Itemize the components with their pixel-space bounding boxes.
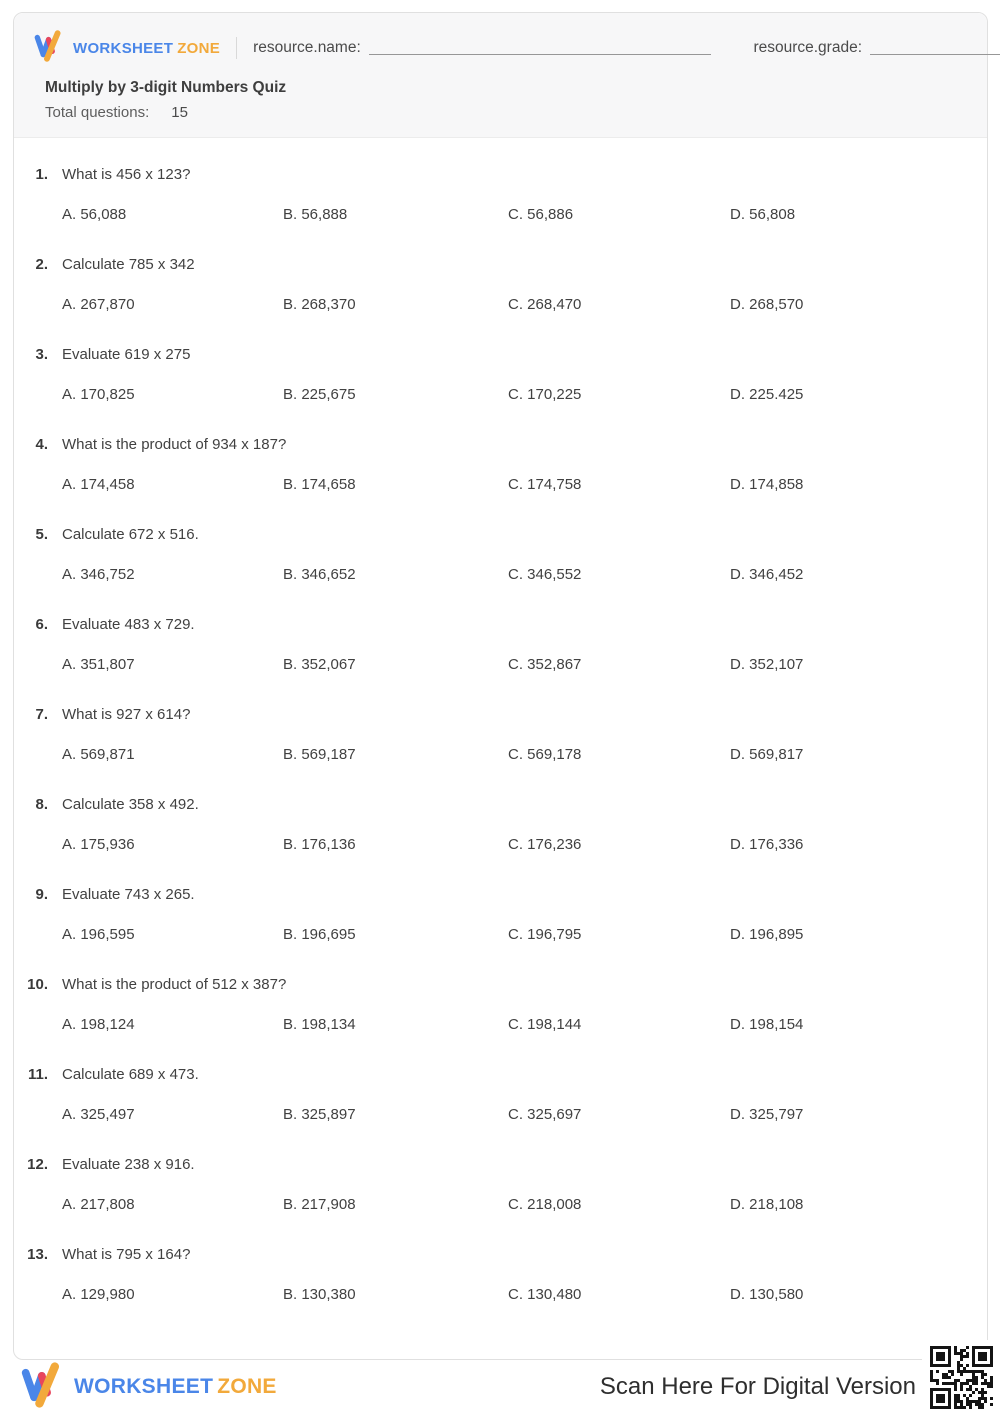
question-number: 12.	[27, 1156, 48, 1173]
quiz-title: Multiply by 3-digit Numbers Quiz	[45, 79, 287, 96]
option-cell: A. 175,936	[62, 836, 135, 853]
option-cell: C. 569,178	[508, 746, 582, 763]
option-cell: B. 225,675	[283, 386, 356, 403]
option-cell: A. 174,458	[62, 476, 135, 493]
question-line	[14, 346, 969, 364]
option-cell: B. 198,134	[283, 1016, 356, 1033]
option-cell: B. 268,370	[283, 296, 356, 313]
question-item	[14, 1156, 969, 1214]
question-item	[14, 526, 969, 584]
option-cell: C. 176,236	[508, 836, 582, 853]
question-text: Calculate 358 x 492.	[62, 796, 199, 813]
option-cell: B. 217,908	[283, 1196, 356, 1213]
divider	[236, 37, 237, 59]
question-options	[14, 386, 969, 404]
question-item	[14, 976, 969, 1034]
option-cell: A. 170,825	[62, 386, 135, 403]
question-options	[14, 1286, 969, 1304]
question-item	[14, 886, 969, 944]
question-number: 7.	[35, 706, 48, 723]
option-cell: D. 352,107	[730, 656, 804, 673]
question-text: What is 927 x 614?	[62, 706, 191, 723]
brand-word-zone: ZONE	[217, 1375, 277, 1398]
resource-name-blank-line	[369, 54, 712, 55]
question-text: What is 456 x 123?	[62, 166, 191, 183]
question-item	[14, 256, 969, 314]
question-line	[14, 616, 969, 634]
option-cell: C. 196,795	[508, 926, 582, 943]
question-options	[14, 1016, 969, 1034]
question-options	[14, 1106, 969, 1124]
question-line	[14, 706, 969, 724]
question-line	[14, 1246, 969, 1264]
option-cell: D. 268,570	[730, 296, 804, 313]
question-item	[14, 346, 969, 404]
option-cell: D. 198,154	[730, 1016, 804, 1033]
question-text: What is the product of 512 x 387?	[62, 976, 287, 993]
option-cell: D. 130,580	[730, 1286, 804, 1303]
resource-grade-blank-line	[870, 54, 1000, 55]
question-text: Calculate 672 x 516.	[62, 526, 199, 543]
question-item	[14, 1066, 969, 1124]
question-item	[14, 166, 969, 224]
option-cell: D. 196,895	[730, 926, 804, 943]
option-cell: C. 56,886	[508, 206, 574, 223]
option-cell: C. 198,144	[508, 1016, 582, 1033]
option-cell: B. 176,136	[283, 836, 356, 853]
page-footer	[0, 1360, 1000, 1414]
option-cell: C. 218,008	[508, 1196, 582, 1213]
option-cell: A. 346,752	[62, 566, 135, 583]
question-line	[14, 1156, 969, 1174]
questions-list	[14, 138, 987, 1304]
option-cell: C. 130,480	[508, 1286, 582, 1303]
brand-word-worksheet: WORKSHEET	[73, 39, 174, 57]
option-cell: D. 569,817	[730, 746, 804, 763]
question-text: Evaluate 619 x 275	[62, 346, 191, 363]
question-number: 8.	[35, 796, 48, 813]
option-cell: C. 174,758	[508, 476, 582, 493]
question-item	[14, 706, 969, 764]
question-number: 9.	[35, 886, 48, 903]
option-cell: D. 174,858	[730, 476, 804, 493]
question-item	[14, 1246, 969, 1304]
question-options	[14, 926, 969, 944]
question-number: 6.	[35, 616, 48, 633]
question-item	[14, 436, 969, 494]
question-number: 2.	[35, 256, 48, 273]
question-text: Calculate 785 x 342	[62, 256, 195, 273]
question-line	[14, 976, 969, 994]
question-number: 1.	[35, 166, 48, 183]
option-cell: D. 325,797	[730, 1106, 804, 1123]
question-text: What is 795 x 164?	[62, 1246, 191, 1263]
question-options	[14, 836, 969, 854]
question-options	[14, 476, 969, 494]
option-cell: B. 569,187	[283, 746, 356, 763]
resource-name-label: resource.name:	[253, 39, 361, 56]
question-options	[14, 656, 969, 674]
question-options	[14, 1196, 969, 1214]
option-cell: B. 196,695	[283, 926, 356, 943]
title-block	[31, 79, 969, 137]
question-line	[14, 166, 969, 184]
option-cell: A. 198,124	[62, 1016, 135, 1033]
option-cell: B. 346,652	[283, 566, 356, 583]
question-text: Evaluate 743 x 265.	[62, 886, 195, 903]
question-line	[14, 526, 969, 544]
option-cell: A. 325,497	[62, 1106, 135, 1123]
option-cell: A. 217,808	[62, 1196, 135, 1213]
resource-grade-label: resource.grade:	[753, 39, 862, 56]
brand-wordmark	[73, 40, 220, 57]
option-cell: A. 569,871	[62, 746, 135, 763]
option-cell: D. 225.425	[730, 386, 804, 403]
option-cell: C. 268,470	[508, 296, 582, 313]
question-line	[14, 436, 969, 454]
brand-word-zone: ZONE	[177, 39, 221, 57]
qr-card	[922, 1340, 1000, 1414]
option-cell: A. 196,595	[62, 926, 135, 943]
option-cell: C. 170,225	[508, 386, 582, 403]
sheet-header	[14, 13, 987, 138]
worksheetzone-logo-icon	[18, 1362, 64, 1413]
question-line	[14, 1066, 969, 1084]
option-cell: B. 174,658	[283, 476, 356, 493]
question-text: What is the product of 934 x 187?	[62, 436, 287, 453]
question-line	[14, 886, 969, 904]
worksheetzone-logo-icon	[31, 30, 65, 67]
question-number: 11.	[27, 1066, 48, 1083]
question-options	[14, 206, 969, 224]
total-questions-value: 15	[171, 104, 188, 121]
total-questions-label: Total questions:	[45, 104, 150, 121]
total-questions-row	[45, 104, 955, 121]
option-cell: A. 56,088	[62, 206, 127, 223]
question-options	[14, 746, 969, 764]
option-cell: A. 267,870	[62, 296, 135, 313]
question-line	[14, 256, 969, 274]
question-text: Calculate 689 x 473.	[62, 1066, 199, 1083]
question-item	[14, 616, 969, 674]
qr-code-icon	[930, 1346, 993, 1409]
question-text: Evaluate 238 x 916.	[62, 1156, 195, 1173]
option-cell: B. 130,380	[283, 1286, 356, 1303]
option-cell: A. 351,807	[62, 656, 135, 673]
question-number: 3.	[35, 346, 48, 363]
question-number: 5.	[35, 526, 48, 543]
question-number: 4.	[35, 436, 48, 453]
option-cell: D. 218,108	[730, 1196, 804, 1213]
question-number: 13.	[27, 1246, 48, 1263]
option-cell: B. 325,897	[283, 1106, 356, 1123]
question-number: 10.	[27, 976, 48, 993]
option-cell: C. 346,552	[508, 566, 582, 583]
question-options	[14, 566, 969, 584]
question-text: Evaluate 483 x 729.	[62, 616, 195, 633]
question-line	[14, 796, 969, 814]
brand-row	[31, 31, 969, 65]
option-cell: A. 129,980	[62, 1286, 135, 1303]
option-cell: D. 346,452	[730, 566, 804, 583]
option-cell: C. 352,867	[508, 656, 582, 673]
option-cell: D. 56,808	[730, 206, 796, 223]
option-cell: B. 352,067	[283, 656, 356, 673]
option-cell: C. 325,697	[508, 1106, 582, 1123]
option-cell: B. 56,888	[283, 206, 348, 223]
brand-wordmark	[74, 1375, 277, 1399]
question-item	[14, 796, 969, 854]
scan-here-text: Scan Here For Digital Version	[599, 1373, 916, 1400]
worksheet-page	[13, 12, 988, 1360]
option-cell: D. 176,336	[730, 836, 804, 853]
question-options	[14, 296, 969, 314]
brand-word-worksheet: WORKSHEET	[74, 1375, 214, 1398]
